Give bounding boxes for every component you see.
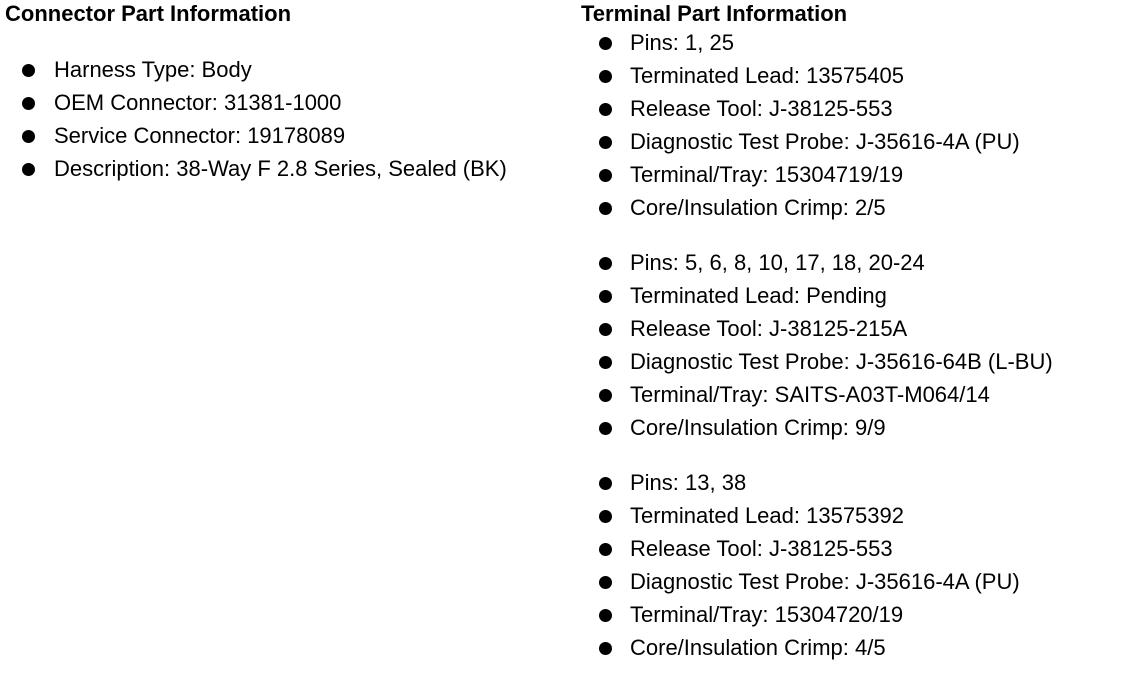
list-item (581, 160, 1131, 193)
bullet-icon (22, 97, 35, 110)
terminal-info-list (581, 28, 1131, 226)
list-item-text: Terminal/Tray: 15304719/19 (630, 162, 904, 187)
list-item (581, 347, 1131, 380)
list-item (581, 380, 1131, 413)
list-item-text: Service Connector: 19178089 (54, 123, 346, 148)
list-item-text: Description: 38-Way F 2.8 Series, Sealed (BK) (54, 156, 507, 181)
bullet-icon (22, 130, 35, 143)
bullet-icon (599, 576, 612, 589)
list-item (581, 193, 1131, 226)
bullet-icon (599, 609, 612, 622)
list-item-text: Core/Insulation Crimp: 4/5 (630, 635, 886, 660)
list-item-text: Terminated Lead: 13575392 (630, 503, 904, 528)
bullet-icon (599, 169, 612, 182)
list-item (5, 55, 575, 88)
list-item (581, 248, 1131, 281)
connector-info-list (5, 55, 575, 187)
bullet-icon (599, 356, 612, 369)
list-item-text: Pins: 13, 38 (630, 470, 747, 495)
bullet-icon (599, 642, 612, 655)
connector-part-information-heading: Connector Part Information (5, 1, 292, 26)
bullet-icon (599, 477, 612, 490)
list-item (581, 633, 1131, 666)
bullet-icon (599, 543, 612, 556)
bullet-icon (599, 103, 612, 116)
list-item (5, 154, 575, 187)
bullet-icon (599, 422, 612, 435)
list-item-text: Release Tool: J-38125-215A (630, 316, 908, 341)
terminal-group-3 (581, 468, 1131, 666)
bullet-icon (599, 290, 612, 303)
list-item (581, 94, 1131, 127)
list-item (581, 127, 1131, 160)
list-item (581, 534, 1131, 567)
list-item (5, 121, 575, 154)
list-item (581, 61, 1131, 94)
bullet-icon (599, 510, 612, 523)
list-item (581, 28, 1131, 61)
list-item-text: Diagnostic Test Probe: J-35616-4A (PU) (630, 129, 1020, 154)
list-item-text: Pins: 5, 6, 8, 10, 17, 18, 20-24 (630, 250, 925, 275)
list-item (581, 314, 1131, 347)
list-item-text: Terminal/Tray: SAITS-A03T-M064/14 (630, 382, 990, 407)
terminal-part-information-heading: Terminal Part Information (581, 1, 848, 26)
list-item (581, 501, 1131, 534)
bullet-icon (599, 257, 612, 270)
bullet-icon (599, 389, 612, 402)
list-item-text: Core/Insulation Crimp: 2/5 (630, 195, 886, 220)
bullet-icon (599, 323, 612, 336)
bullet-icon (22, 64, 35, 77)
bullet-icon (599, 37, 612, 50)
list-item-text: Core/Insulation Crimp: 9/9 (630, 415, 886, 440)
terminal-part-information-section (581, 0, 1131, 666)
terminal-group-2 (581, 248, 1131, 446)
list-item (5, 88, 575, 121)
list-item (581, 413, 1131, 446)
list-item (581, 600, 1131, 633)
connector-part-information-section (5, 0, 575, 187)
list-item-text: Diagnostic Test Probe: J-35616-4A (PU) (630, 569, 1020, 594)
bullet-icon (599, 202, 612, 215)
list-item-text: Terminated Lead: 13575405 (630, 63, 904, 88)
bullet-icon (22, 163, 35, 176)
bullet-icon (599, 136, 612, 149)
list-item (581, 567, 1131, 600)
list-item-text: Pins: 1, 25 (630, 30, 734, 55)
list-item (581, 468, 1131, 501)
list-item-text: Harness Type: Body (54, 57, 252, 82)
list-item-text: Release Tool: J-38125-553 (630, 96, 893, 121)
terminal-info-list (581, 248, 1131, 446)
bullet-icon (599, 70, 612, 83)
list-item (581, 281, 1131, 314)
terminal-info-list (581, 468, 1131, 666)
terminal-group-1 (581, 28, 1131, 226)
list-item-text: Diagnostic Test Probe: J-35616-64B (L-BU) (630, 349, 1053, 374)
list-item-text: Terminal/Tray: 15304720/19 (630, 602, 904, 627)
list-item-text: Terminated Lead: Pending (630, 283, 887, 308)
list-item-text: Release Tool: J-38125-553 (630, 536, 893, 561)
list-item-text: OEM Connector: 31381-1000 (54, 90, 342, 115)
